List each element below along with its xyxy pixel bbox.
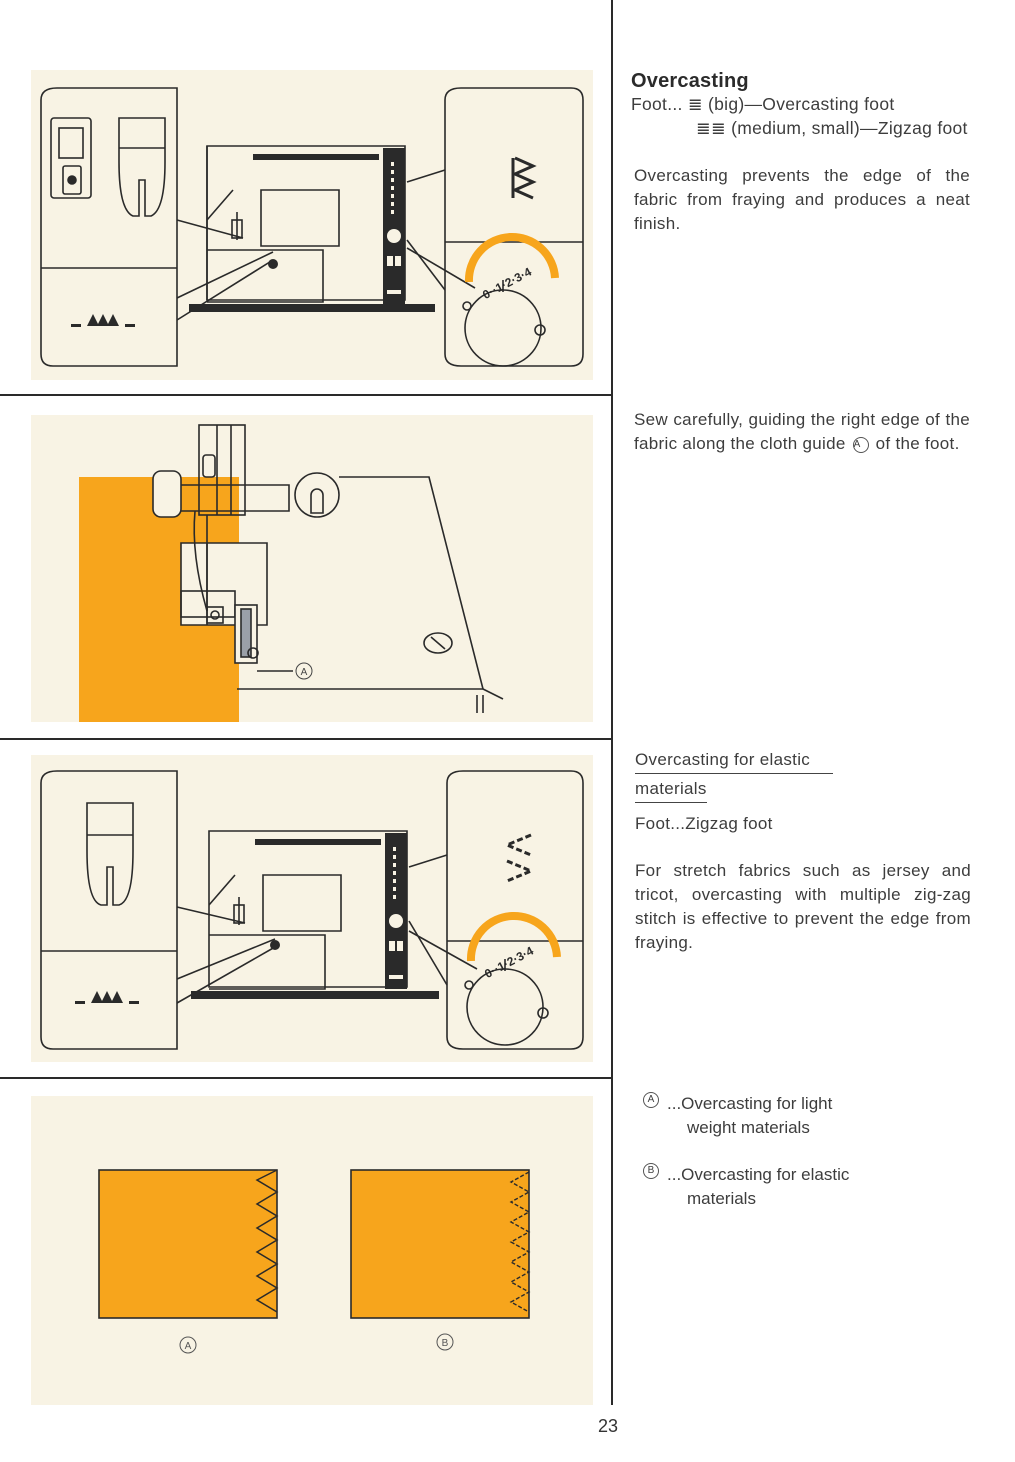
legend-marker-b: B <box>643 1163 659 1179</box>
elastic-foot: Foot...Zigzag foot <box>635 814 773 833</box>
elastic-heading <box>635 748 833 803</box>
guide-marker: A <box>300 667 308 678</box>
legend-text-a-2: weight materials <box>687 1118 810 1137</box>
row-divider-1 <box>0 394 611 396</box>
legend-item-b <box>641 1163 981 1211</box>
elastic-heading-line-2: materials <box>635 777 707 803</box>
sample-b-fabric <box>351 1170 529 1318</box>
elastic-heading-line-1: Overcasting for elastic <box>635 748 833 774</box>
intro-paragraph: Overcasting prevents the edge of the fabric from fraying and produces a neat finish. <box>634 166 970 233</box>
page-number: 23 <box>598 1416 619 1436</box>
legend-text-b-1: ...Overcasting for elastic <box>667 1165 850 1184</box>
step-text-after: of the foot. <box>875 434 960 453</box>
sample-a-fabric <box>99 1170 277 1318</box>
section-title: Overcasting <box>631 70 749 92</box>
foot-line-2: ≣≣ (medium, small)—Zigzag foot <box>696 118 968 138</box>
step-sew-carefully <box>634 408 970 456</box>
sample-a-label: A <box>184 1341 192 1352</box>
row-divider-3 <box>0 1077 611 1079</box>
column-divider <box>611 0 613 1405</box>
figure-stitch-samples <box>31 1096 593 1405</box>
cloth-guide-marker: A <box>853 437 869 453</box>
legend-item-a <box>641 1092 981 1140</box>
step-text-before: Sew carefully, guiding the right edge of the fabric along the cloth guide <box>634 410 970 453</box>
sample-b-label: B <box>441 1338 449 1349</box>
legend-text-b-2: materials <box>687 1189 756 1208</box>
elastic-body: For stretch fabrics such as jersey and tricot, overcasting with multiple zig-zag stitch is effective to prevent the edge from fraying. <box>635 861 971 952</box>
legend-marker-a: A <box>643 1092 659 1108</box>
figure-machine-setup-overcasting <box>31 70 593 380</box>
dial-label: 0··1·2·3·4 <box>482 943 536 982</box>
figure-machine-setup-elastic <box>31 755 593 1062</box>
legend-text-a-1: ...Overcasting for light <box>667 1094 833 1113</box>
figure-sewing-with-cloth-guide <box>31 415 593 722</box>
foot-line-1: Foot... ≣ (big)—Overcasting foot <box>631 94 895 114</box>
dial-label: 0··1·2·3·4 <box>480 264 534 303</box>
row-divider-2 <box>0 738 611 740</box>
